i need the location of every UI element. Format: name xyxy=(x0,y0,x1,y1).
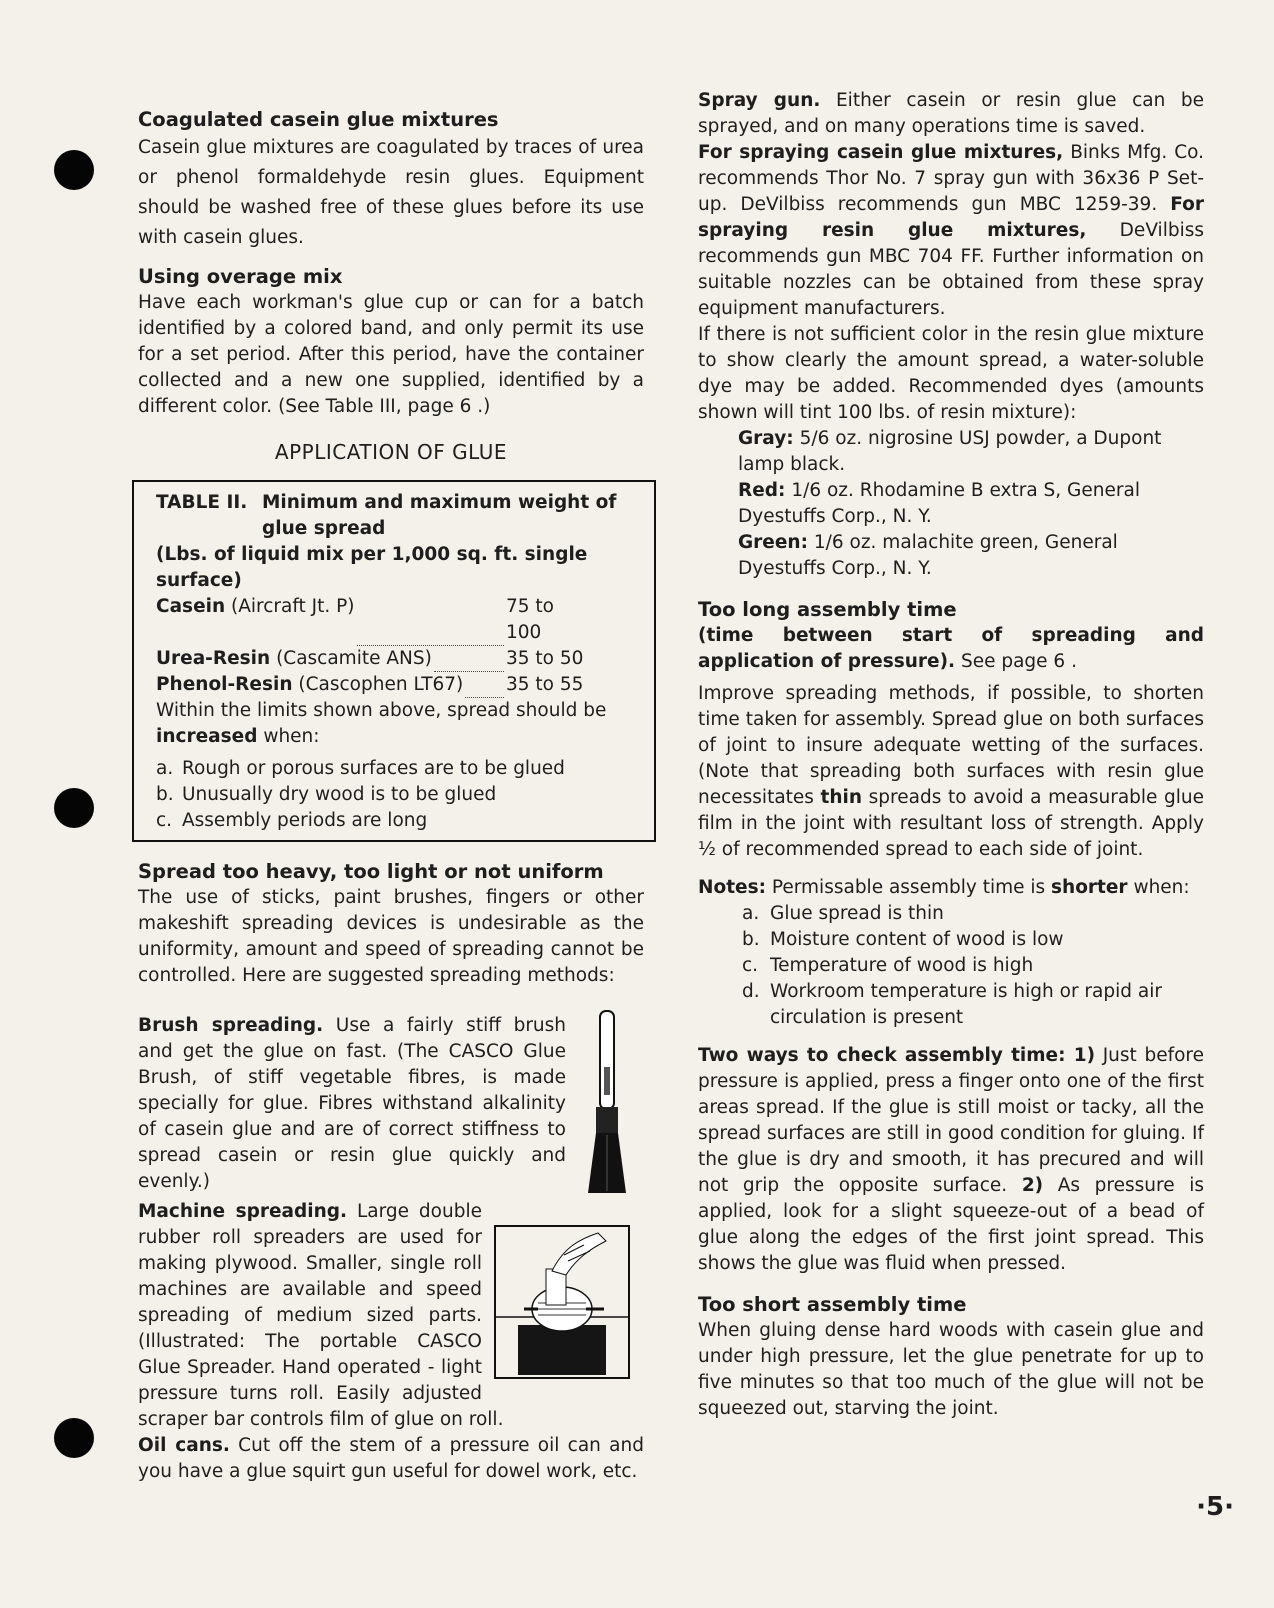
glue-product: (Cascamite ANS) xyxy=(276,648,432,669)
spread-range: 35 to 55 xyxy=(506,674,584,695)
item-letter: c. xyxy=(742,955,759,976)
short-assembly-heading: Too short assembly time xyxy=(698,1293,967,1316)
table-title: Minimum and maximum weight of glue spread xyxy=(262,492,617,539)
brush-section xyxy=(138,1013,644,1195)
table-ii xyxy=(132,480,656,842)
item-text: Rough or porous surfaces are to be glued xyxy=(182,758,565,779)
resin-spray-lead: For spraying resin glue mixtures, xyxy=(698,194,1204,241)
spread-range: 35 to 50 xyxy=(506,648,584,669)
long-assembly-sub xyxy=(698,623,1204,675)
machine-section xyxy=(138,1199,644,1433)
long-text-2: spreads to avoid a measurable glue film in the joint with resultant loss of strength. Apply ½ of recommended spread to each side of joint. xyxy=(698,787,1204,860)
table-list-item xyxy=(156,808,636,834)
item-letter: a. xyxy=(742,903,760,924)
dye-color: Red: xyxy=(738,480,786,501)
table-title-row xyxy=(156,490,636,542)
item-letter: d. xyxy=(742,981,760,1002)
binder-hole-middle xyxy=(54,788,94,828)
spray-lead: Spray gun. xyxy=(698,90,821,111)
short-assembly-text: When gluing dense hard woods with casein glue and under high pressure, let the glue penetrate for up to five minutes so that too much of the glue will not be squeezed out, starving the joint. xyxy=(698,1320,1204,1419)
dye-item xyxy=(738,530,1204,582)
oil-lead: Oil cans. xyxy=(138,1435,230,1456)
table-list-item xyxy=(156,756,636,782)
item-letter: b. xyxy=(156,784,174,805)
item-text: Temperature of wood is high xyxy=(770,955,1034,976)
table-note-suffix: when: xyxy=(257,726,320,747)
notes-bold: shorter xyxy=(1051,877,1128,898)
table-row xyxy=(156,594,636,646)
casein-spray-text: Binks Mfg. Co. recommends Thor No. 7 spray gun with 36x36 P Set-up. DeVilbiss recommends gun MBC 1259-39. xyxy=(698,142,1204,215)
glue-product: (Aircraft Jt. P) xyxy=(231,596,355,617)
coagulated-text: Casein glue mixtures are coagulated by traces of urea or phenol formaldehyde resin glues. Equipment should be washed free of these glues before its use with casein glues. xyxy=(138,137,644,248)
notes-list-item xyxy=(742,927,1204,953)
resin-spray-text: DeVilbiss recommends gun MBC 704 FF. Further information on suitable nozzles can be obtained from these spray equipment manufacturers. xyxy=(698,220,1205,319)
glue-type: Casein xyxy=(156,596,226,617)
leader-dots xyxy=(357,594,504,646)
dye-text: 1/6 oz. malachite green, General Dyestuffs Corp., N. Y. xyxy=(738,532,1118,579)
dye-text: 1/6 oz. Rhodamine B extra S, General Dyestuffs Corp., N. Y. xyxy=(738,480,1140,527)
right-column xyxy=(698,88,1204,1422)
item-text: Workroom temperature is high or rapid air circulation is present xyxy=(770,981,1162,1028)
notes-paragraph xyxy=(698,875,1204,901)
binder-hole-bottom xyxy=(54,1418,94,1458)
item-letter: a. xyxy=(156,758,174,779)
table-row xyxy=(156,672,636,698)
notes-end: when: xyxy=(1127,877,1190,898)
page-number: ·5· xyxy=(1196,1492,1234,1522)
glue-type: Phenol-Resin xyxy=(156,674,293,695)
notes-list-item xyxy=(742,953,1204,979)
dye-item xyxy=(738,478,1204,530)
item-text: Moisture content of wood is low xyxy=(770,929,1064,950)
dye-item xyxy=(738,426,1204,478)
table-list-item xyxy=(156,782,636,808)
brush-text: Use a fairly stiff brush and get the glue on fast. (The CASCO Glue Brush, of stiff vegetable fibres, is made specially for glue. Fibres withstand alkalinity of casein glue and are of correct stiffness to spread casein or resin glue quickly and evenly.) xyxy=(138,1015,567,1192)
table-note-bold: increased xyxy=(156,726,258,747)
casein-spray-lead: For spraying casein glue mixtures, xyxy=(698,142,1064,163)
spread-heading: Spread too heavy, too light or not uniform xyxy=(138,860,604,883)
spray-paragraph xyxy=(698,88,1204,140)
table-unit-line: (Lbs. of liquid mix per 1,000 sq. ft. single surface) xyxy=(156,544,588,591)
left-column xyxy=(138,88,644,1485)
item-letter: c. xyxy=(156,810,173,831)
item-text: Glue spread is thin xyxy=(770,903,944,924)
brush-lead: Brush spreading. xyxy=(138,1015,324,1036)
dye-paragraph: If there is not sufficient color in the resin glue mixture to show clearly the amount spread, a water-soluble dye may be added. Recommended dyes (amounts shown will tint 100 lbs. of resin mixture): xyxy=(698,324,1204,423)
notes-list-item xyxy=(742,901,1204,927)
notes-text: Permissable assembly time is xyxy=(766,877,1052,898)
long-text-1: Improve spreading methods, if possible, to shorten time taken for assembly. Spread glue on both surfaces of joint to insure adequate wetting of the surfaces. (Note that spreading both surfaces with resin glue necessitates xyxy=(698,683,1204,808)
machine-text: Large double rubber roll spreaders are used for making plywood. Smaller, single roll machines are available and speed spreading of medium sized parts. (Illustrated: The portable CASCO Glue Spreader. Hand operated - light pressure turns roll. Easily adjusted scraper bar controls film of glue on roll. xyxy=(138,1201,504,1430)
table-label: TABLE II. xyxy=(156,492,248,513)
long-assembly-text xyxy=(698,681,1204,863)
item-letter: b. xyxy=(742,929,760,950)
table-note xyxy=(156,698,636,750)
spray-recommend-paragraph xyxy=(698,140,1204,322)
table-row xyxy=(156,646,636,672)
binder-hole-top xyxy=(54,150,94,190)
item-text: Unusually dry wood is to be glued xyxy=(182,784,497,805)
glue-brush-illustration xyxy=(586,1009,636,1195)
check-lead-2: 2) xyxy=(1021,1175,1044,1196)
dye-text: 5/6 oz. nigrosine USJ powder, a Dupont lamp black. xyxy=(738,428,1162,475)
glue-product: (Cascophen LT67) xyxy=(298,674,464,695)
machine-lead: Machine spreading. xyxy=(138,1201,348,1222)
check-text-2: As pressure is applied, look for a slight squeeze-out of a bead of glue along the edges of the first joint spread. This shows the glue was fluid when pressed. xyxy=(698,1175,1204,1274)
table-note-prefix: Within the limits shown above, spread should be xyxy=(156,700,607,721)
notes-lead: Notes: xyxy=(698,877,766,898)
glue-type: Urea-Resin xyxy=(156,648,271,669)
dye-color: Green: xyxy=(738,532,808,553)
long-sub-ref: See page 6 . xyxy=(955,651,1077,672)
spread-range: 75 to 100 xyxy=(506,596,554,643)
leader-dots xyxy=(434,646,504,672)
oil-paragraph xyxy=(138,1433,644,1485)
dye-color: Gray: xyxy=(738,428,794,449)
long-sub-bold: (time between start of spreading and application of pressure). xyxy=(698,625,1204,672)
overage-heading: Using overage mix xyxy=(138,265,343,288)
overage-text: Have each workman's glue cup or can for a batch identified by a colored band, and only permit its use for a set period. After this period, have the container collected and a new one supplied, identified by a different color. (See Table III, page 6 .) xyxy=(138,292,644,417)
spread-text: The use of sticks, paint brushes, fingers or other makeshift spreading devices is undesirable as the uniformity, amount and speed of spreading cannot be controlled. Here are suggested spreading methods: xyxy=(138,887,644,986)
brush-paragraph xyxy=(138,1013,566,1195)
oil-text: Cut off the stem of a pressure oil can and you have a glue squirt gun useful for dowel work, etc. xyxy=(138,1435,644,1482)
spray-text: Either casein or resin glue can be sprayed, and on many operations time is saved. xyxy=(698,90,1204,137)
glue-spreader-illustration xyxy=(494,1225,630,1379)
long-assembly-heading: Too long assembly time xyxy=(698,598,957,621)
coagulated-heading: Coagulated casein glue mixtures xyxy=(138,108,499,131)
check-lead: Two ways to check assembly time: 1) xyxy=(698,1045,1096,1066)
leader-dots xyxy=(465,672,504,698)
item-text: Assembly periods are long xyxy=(182,810,428,831)
check-paragraph xyxy=(698,1043,1204,1277)
long-text-bold: thin xyxy=(820,787,863,808)
application-title: APPLICATION OF GLUE xyxy=(274,440,508,464)
notes-list-item xyxy=(742,979,1204,1031)
check-text-1: Just before pressure is applied, press a finger onto one of the first areas spread. If the glue is still moist or tacky, all the spread surfaces are still in good condition for gluing. If the glue is dry and smooth, it has precured and will not grip the opposite surface. xyxy=(698,1045,1204,1196)
